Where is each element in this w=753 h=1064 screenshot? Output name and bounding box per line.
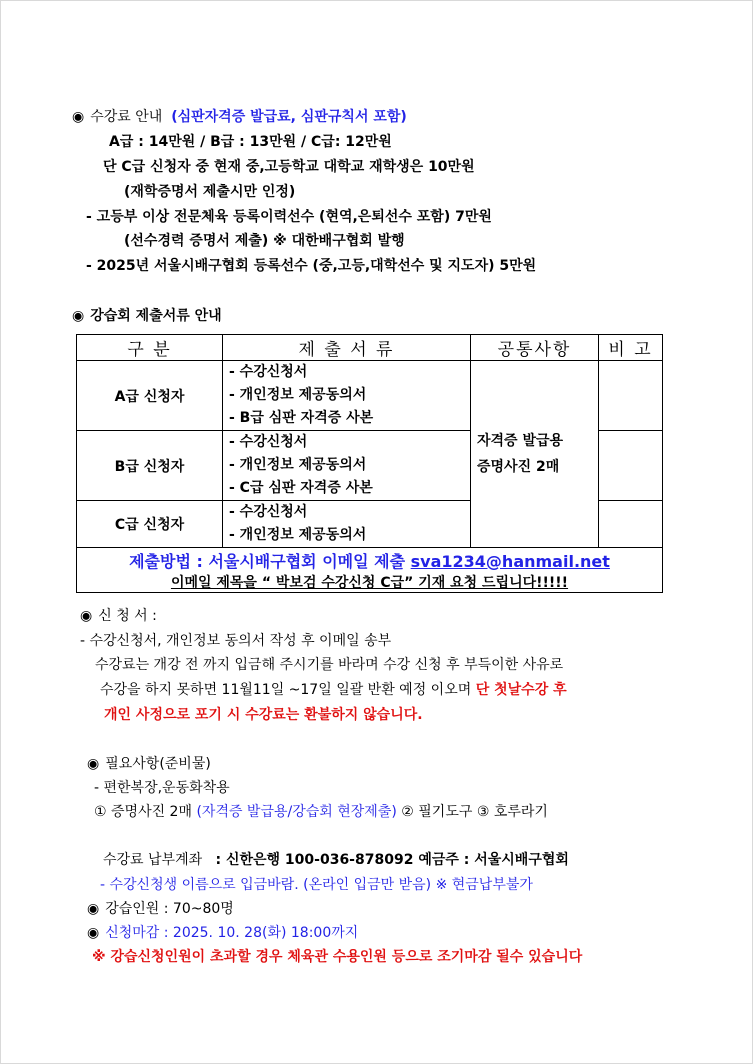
deadline-line [87,922,358,942]
bullet-icon: ◉ [87,925,100,941]
document-item: - 개인정보 제공동의서 [229,527,367,543]
table-row [77,361,663,431]
requirements-heading [87,753,211,773]
subject-note: 이메일 제목을 “ 박보검 수강신청 C급” 기재 요청 드립니다!!!!! [170,574,569,591]
row-documents [223,501,471,548]
common-line: 자격증 발급용 [477,433,564,449]
document-item: - C급 심판 자격증 사본 [229,480,373,496]
bullet-icon: ◉ [72,308,85,324]
payment-note: - 수강신청생 이름으로 입금바람. (온라인 입금만 받음) ※ 현금납부불가 [100,877,533,893]
document-item: - 수강신청서 [229,504,308,520]
fee-title: 수강료 안내 [90,109,163,125]
row-remarks [599,501,663,548]
fee-note: (심판자격증 발급료, 심판규칙서 포함) [171,109,407,125]
payment-line [103,849,569,869]
submit-method-text: 제출방법 : 서울시배구협회 이메일 제출 [129,551,406,571]
document-item: - 수강신청서 [229,434,308,450]
submission-info [77,548,663,593]
application-line2: 수강료는 개강 전 까지 입금해 주시기를 바라며 수강 신청 후 부득이한 사유로 [95,657,564,673]
item-photo: 증명사진 2매 [111,804,192,820]
application-line3 [100,679,567,699]
common-line: 증명사진 2매 [477,459,560,475]
capacity-line [87,898,234,918]
document-item: - 개인정보 제공동의서 [229,457,367,473]
fee-student-proof: (재학증명서 제출시만 인정) [124,184,296,200]
fee-student-line: 단 C급 신청자 중 현재 중,고등학교 대학교 재학생은 10만원 [103,159,475,175]
row-remarks [599,431,663,501]
document-item: - 수강신청서 [229,364,308,380]
row-documents [223,431,471,501]
fee-heading [72,106,407,126]
docs-title: 강습회 제출서류 안내 [90,308,222,324]
circled-two-icon: ② [401,804,414,820]
bullet-icon: ◉ [72,109,85,125]
document-item: - B급 심판 자격증 사본 [229,410,374,426]
bullet-icon: ◉ [87,756,100,772]
item-writing-tools: 필기도구 [418,804,473,820]
item-whistle: 호루라기 [493,804,548,820]
email-link[interactable]: sva1234@hanmail.net [410,551,610,571]
header-remarks: 비 고 [599,335,663,361]
payment-label: 수강료 납부계좌 [103,852,203,868]
bullet-icon: ◉ [80,608,93,624]
row-category: A급 신청자 [77,361,223,431]
fee-registered-line: - 2025년 서울시배구협회 등록선수 (중,고등,대학선수 및 지도자) 5만원 [86,258,537,274]
requirements-line1: - 편한복장,운동화착용 [94,780,230,796]
item-photo-note: (자격증 발급용/강습회 현장제출) [196,804,397,820]
fee-athlete-proof: (선수경력 증명서 제출) ※ 대한배구협회 발행 [124,233,405,249]
document-item: - 개인정보 제공동의서 [229,387,367,403]
row-category: B급 신청자 [77,431,223,501]
submit-method [77,549,662,572]
application-title: 신 청 서 : [98,608,157,624]
capacity-text: 강습인원 : 70~80명 [105,901,234,917]
circled-three-icon: ③ [476,804,490,820]
refund-warning-end: 개인 사정으로 포기 시 수강료는 환불하지 않습니다. [104,707,423,723]
header-common: 공통사항 [471,335,599,361]
application-line1: - 수강신청서, 개인정보 동의서 작성 후 이메일 송부 [80,633,392,649]
table-header-row [77,335,663,361]
application-heading [80,605,157,625]
header-category: 구 분 [77,335,223,361]
fee-athlete-line: - 고등부 이상 전문체육 등록이력선수 (현역,은퇴선수 포함) 7만원 [86,209,492,225]
bullet-icon: ◉ [87,901,100,917]
header-documents: 제 출 서 류 [223,335,471,361]
circled-one-icon: ① [94,804,107,820]
refund-warning-start: 단 첫날수강 후 [475,682,567,698]
early-close-warning: ※ 강습신청인원이 초과할 경우 체육관 수용인원 등으로 조기마감 될수 있습니다 [92,949,583,965]
documents-table [76,334,663,593]
fee-grades: A급 : 14만원 / B급 : 13만원 / C급: 12만원 [109,134,392,150]
deadline-text: 신청마감 : 2025. 10. 28(화) 18:00까지 [105,925,359,941]
requirements-title: 필요사항(준비물) [105,756,211,772]
application-line3-text: 수강을 하지 못하면 11월11일 ~17일 일괄 반환 예정 이오며 [100,682,476,698]
payment-account: : 신한은행 100-036-878092 예금주 : 서울시배구협회 [215,852,569,868]
row-documents [223,361,471,431]
row-category: C급 신청자 [77,501,223,548]
docs-heading [72,305,222,325]
table-footer-row [77,548,663,593]
row-remarks [599,361,663,431]
requirements-items [94,801,548,821]
common-requirements [471,361,599,548]
